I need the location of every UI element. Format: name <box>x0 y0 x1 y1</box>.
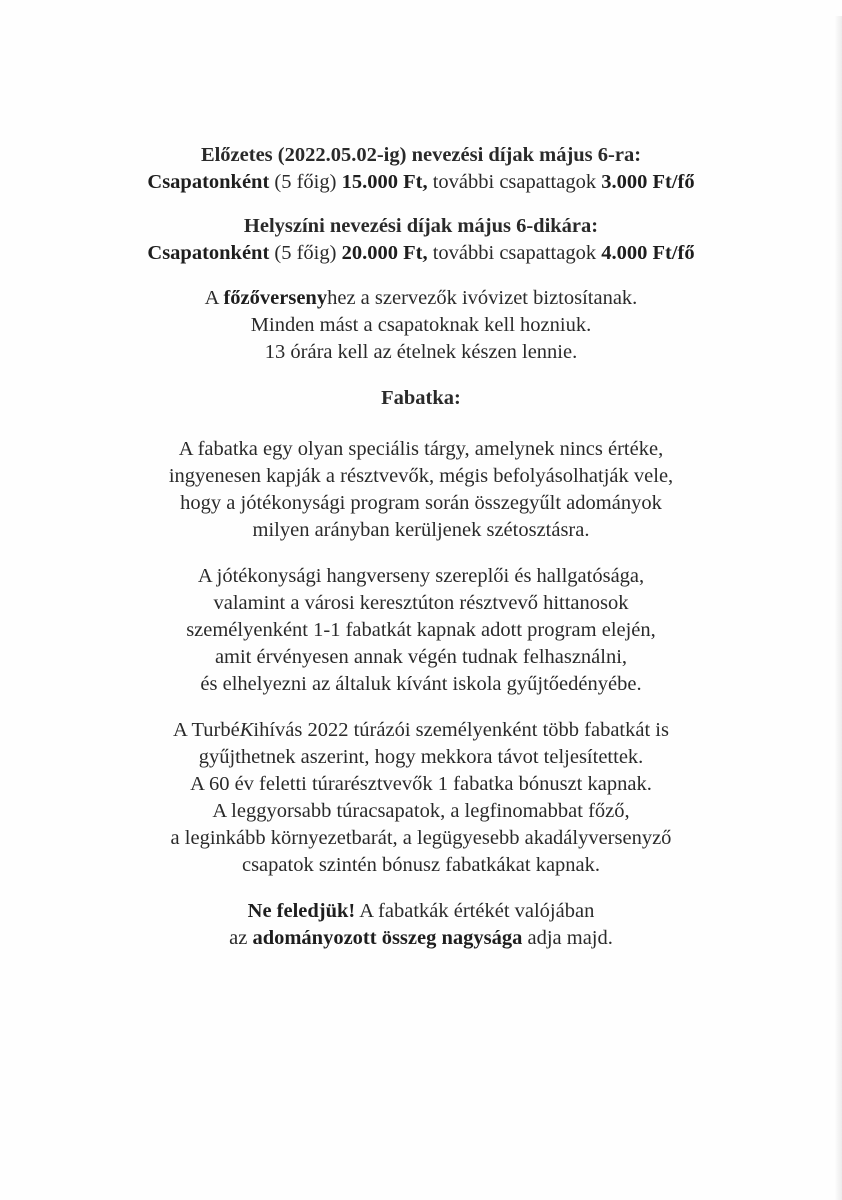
hikers-line: A 60 év feletti túrarésztvevők 1 fabatka bónuszt kapnak. <box>190 773 652 795</box>
concert-line: személyenként 1-1 fabatkát kapnak adott program elején, <box>186 619 656 641</box>
cooking-line-1 <box>60 285 782 312</box>
text-fragment: az <box>229 927 253 949</box>
text-fragment: hez a szervezők ivóvizet biztosítanak. <box>327 287 638 309</box>
cooking-contest-info <box>60 285 782 366</box>
text-fragment: A fabatkák értékét valójában <box>355 900 595 922</box>
hikers-line: csapatok szintén bónusz fabatkákat kapnak. <box>241 854 601 876</box>
reminder-note <box>60 898 782 952</box>
onsite-fees <box>60 213 782 267</box>
reminder-line-2 <box>60 925 782 952</box>
text-fragment: adja majd. <box>522 927 613 949</box>
team-limit: (5 főig) <box>269 171 342 193</box>
cooking-contest-term: főzőverseny <box>223 287 328 309</box>
document-content <box>60 142 782 952</box>
extra-label: további csapattagok <box>427 171 602 193</box>
preregistration-fees <box>60 142 782 196</box>
fabatka-definition <box>60 436 782 544</box>
team-price: 20.000 Ft, <box>341 242 428 264</box>
scan-edge-shadow <box>834 16 842 1200</box>
preregistration-prices <box>60 169 782 196</box>
reminder-line-1 <box>60 898 782 925</box>
reminder-emphasis: Ne feledjük! <box>247 900 356 922</box>
extra-price: 4.000 Ft/fő <box>601 242 695 264</box>
team-limit: (5 főig) <box>269 242 342 264</box>
donation-emphasis: adományozott összeg nagysága <box>252 927 523 949</box>
onsite-heading: Helyszíni nevezési díjak május 6-dikára: <box>243 215 599 237</box>
text-fragment: A Turbé <box>173 719 240 741</box>
hikers-info <box>60 717 782 879</box>
cooking-line-2: Minden mást a csapatoknak kell hozniuk. <box>250 314 592 336</box>
team-price: 15.000 Ft, <box>341 171 428 193</box>
team-label: Csapatonként <box>147 242 270 264</box>
event-name-italic: K <box>239 719 254 741</box>
extra-label: további csapattagok <box>427 242 602 264</box>
team-label: Csapatonként <box>147 171 270 193</box>
hikers-line <box>60 717 782 744</box>
definition-line: A fabatka egy olyan speciális tárgy, amelynek nincs értéke, <box>178 438 664 460</box>
concert-line: valamint a városi keresztúton résztvevő hittanosok <box>213 592 629 614</box>
concert-participants-info <box>60 563 782 698</box>
text-fragment: ihívás 2022 túrázói személyenként több fabatkát is <box>253 719 669 741</box>
hikers-line: A leggyorsabb túracsapatok, a legfinomabbat főző, <box>212 800 630 822</box>
concert-line: A jótékonysági hangverseny szereplői és hallgatósága, <box>197 565 645 587</box>
text-fragment: A <box>204 287 224 309</box>
fabatka-title: Fabatka: <box>381 387 461 409</box>
definition-line: hogy a jótékonysági program során összegyűlt adományok <box>180 492 662 514</box>
hikers-line: a leginkább környezetbarát, a legügyesebb akadályversenyző <box>170 827 672 849</box>
preregistration-heading: Előzetes (2022.05.02-ig) nevezési díjak május 6-ra: <box>200 144 642 166</box>
cooking-line-3: 13 órára kell az ételnek készen lennie. <box>264 341 578 363</box>
extra-price: 3.000 Ft/fő <box>601 171 695 193</box>
concert-line: és elhelyezni az általuk kívánt iskola gyűjtőedényébe. <box>200 673 642 695</box>
definition-line: milyen arányban kerüljenek szétosztásra. <box>252 519 590 541</box>
concert-line: amit érvényesen annak végén tudnak felhasználni, <box>214 646 628 668</box>
onsite-prices <box>60 240 782 267</box>
hikers-line: gyűjthetnek aszerint, hogy mekkora távot teljesítettek. <box>198 746 644 768</box>
definition-line: ingyenesen kapják a résztvevők, mégis befolyásolhatják vele, <box>168 465 674 487</box>
